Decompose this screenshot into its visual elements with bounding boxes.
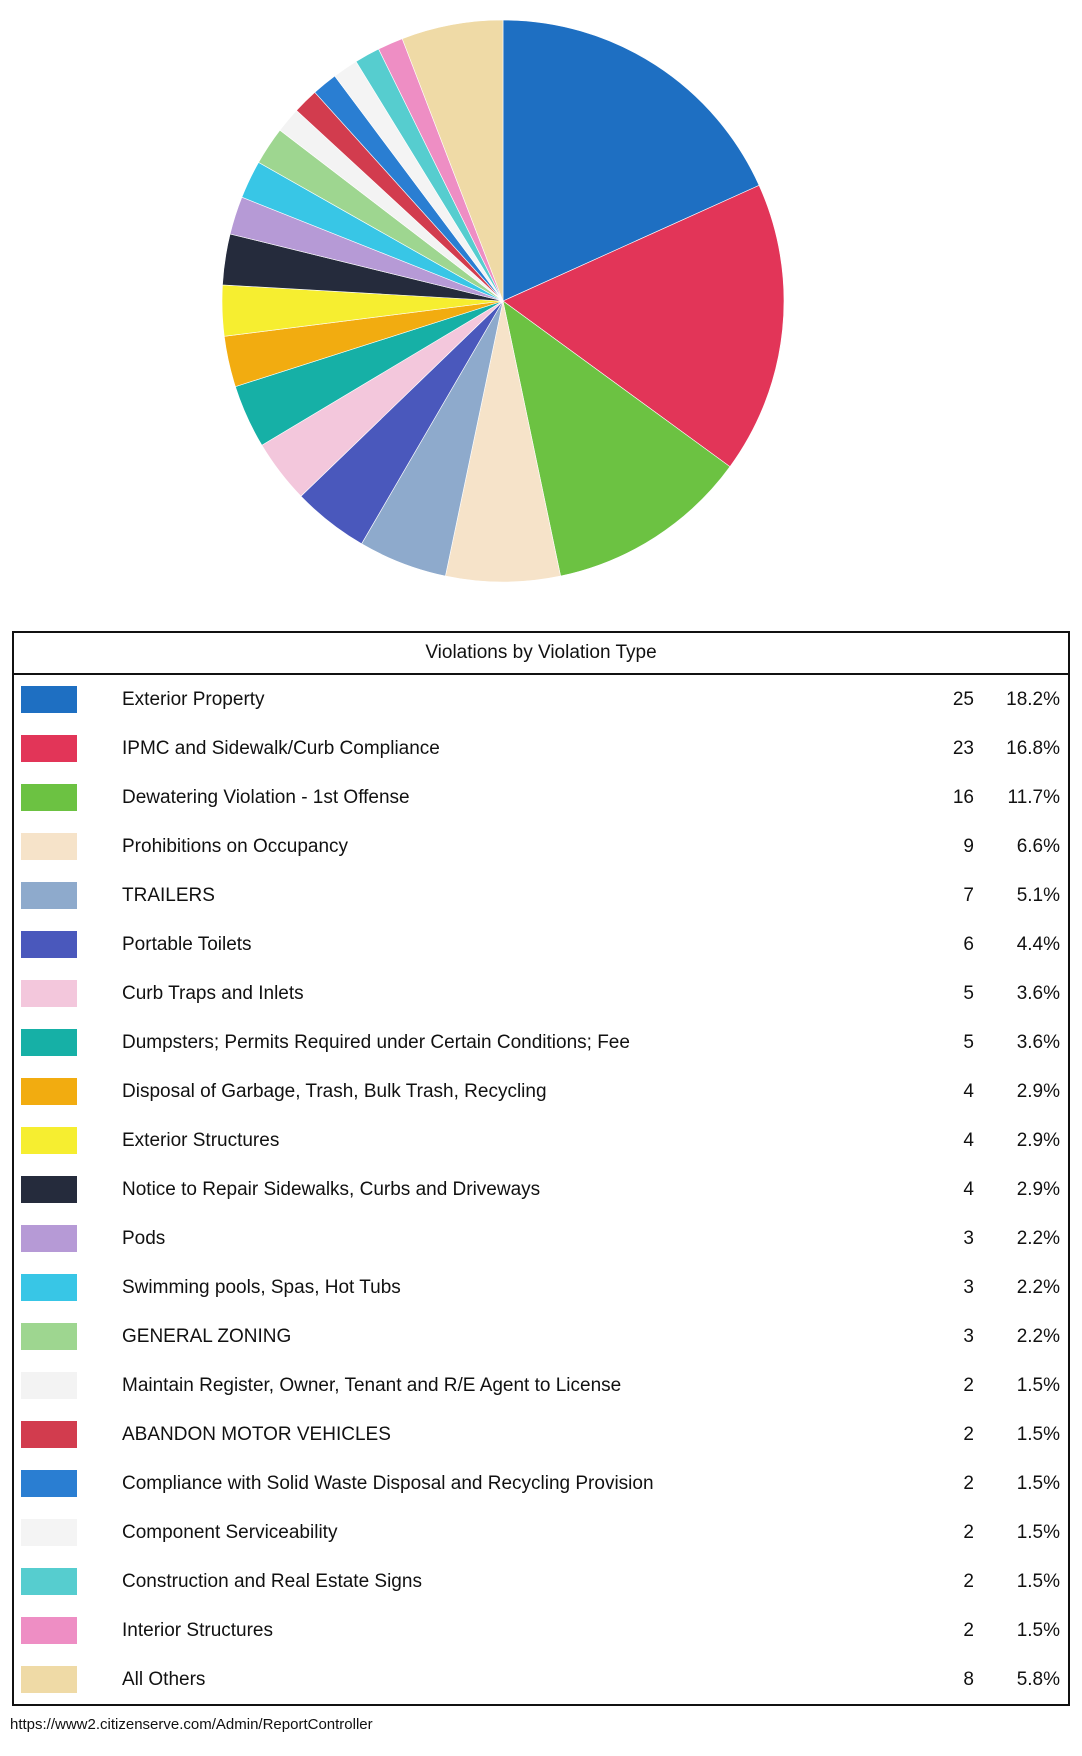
legend-percent: 16.8% (1006, 737, 1060, 759)
legend-count: 2 (963, 1521, 974, 1543)
legend-label: Pods (122, 1227, 166, 1249)
legend-label: Interior Structures (122, 1619, 273, 1641)
legend-row (14, 1557, 1068, 1606)
legend-label: Swimming pools, Spas, Hot Tubs (122, 1276, 401, 1298)
legend-percent: 1.5% (1016, 1423, 1060, 1445)
legend-label: Maintain Register, Owner, Tenant and R/E Agent to License (122, 1374, 622, 1396)
legend-percent: 3.6% (1016, 982, 1060, 1004)
legend-label: Notice to Repair Sidewalks, Curbs and Driveways (122, 1178, 541, 1200)
legend-percent: 4.4% (1016, 933, 1060, 955)
legend-row (14, 1263, 1068, 1312)
legend-percent: 2.9% (1016, 1178, 1060, 1200)
legend-swatch (21, 1225, 77, 1252)
legend-count: 25 (952, 688, 974, 710)
legend-row (14, 773, 1068, 822)
legend-label: IPMC and Sidewalk/Curb Compliance (122, 737, 440, 759)
legend-count: 7 (963, 884, 974, 906)
legend-percent: 11.7% (1007, 786, 1060, 808)
legend-count: 8 (963, 1668, 974, 1690)
legend-label: GENERAL ZONING (122, 1325, 292, 1347)
legend-table (12, 631, 1070, 1706)
legend-count: 2 (963, 1570, 974, 1592)
legend-swatch (21, 833, 77, 860)
legend-label: Curb Traps and Inlets (122, 982, 304, 1004)
legend-count: 2 (963, 1619, 974, 1641)
footer-url: https://www2.citizenserve.com/Admin/ReportController (10, 1716, 373, 1733)
chart-title: Violations by Violation Type (14, 633, 1068, 675)
legend-swatch (21, 882, 77, 909)
legend-label: Construction and Real Estate Signs (122, 1570, 422, 1592)
legend-row (14, 1459, 1068, 1508)
legend-row (14, 1214, 1068, 1263)
legend-percent: 1.5% (1016, 1570, 1060, 1592)
legend-percent: 5.8% (1016, 1668, 1060, 1690)
legend-swatch (21, 1127, 77, 1154)
legend-swatch (21, 1029, 77, 1056)
legend-count: 4 (963, 1080, 974, 1102)
legend-count: 5 (963, 1031, 974, 1053)
legend-row (14, 1508, 1068, 1557)
legend-percent: 2.2% (1016, 1325, 1060, 1347)
legend-count: 9 (963, 835, 974, 857)
legend-count: 6 (963, 933, 974, 955)
legend-swatch (21, 931, 77, 958)
legend-row (14, 1018, 1068, 1067)
legend-swatch (21, 1078, 77, 1105)
legend-percent: 5.1% (1016, 884, 1060, 906)
legend-label: All Others (122, 1668, 206, 1690)
legend-swatch (21, 686, 77, 713)
legend-swatch (21, 1372, 77, 1399)
legend-swatch (21, 1470, 77, 1497)
legend-swatch (21, 1519, 77, 1546)
legend-row (14, 871, 1068, 920)
legend-count: 2 (963, 1472, 974, 1494)
legend-percent: 1.5% (1016, 1521, 1060, 1543)
pie-chart (0, 0, 1082, 600)
legend-label: Exterior Structures (122, 1129, 280, 1151)
legend-label: Dumpsters; Permits Required under Certain Conditions; Fee (122, 1031, 630, 1053)
legend-swatch (21, 1666, 77, 1693)
legend-label: Disposal of Garbage, Trash, Bulk Trash, Recycling (122, 1080, 547, 1102)
legend-row (14, 1116, 1068, 1165)
legend-count: 2 (963, 1423, 974, 1445)
legend-count: 23 (952, 737, 974, 759)
legend-row (14, 1655, 1068, 1704)
legend-row (14, 822, 1068, 871)
legend-row (14, 675, 1068, 724)
legend-count: 4 (963, 1178, 974, 1200)
legend-percent: 1.5% (1016, 1374, 1060, 1396)
legend-percent: 2.9% (1016, 1080, 1060, 1102)
legend-percent: 2.2% (1016, 1276, 1060, 1298)
legend-label: Exterior Property (122, 688, 265, 710)
legend-percent: 3.6% (1016, 1031, 1060, 1053)
legend-count: 3 (963, 1325, 974, 1347)
legend-count: 5 (963, 982, 974, 1004)
legend-row (14, 1067, 1068, 1116)
legend-row (14, 1410, 1068, 1459)
legend-count: 16 (952, 786, 974, 808)
legend-percent: 1.5% (1016, 1619, 1060, 1641)
legend-swatch (21, 1323, 77, 1350)
legend-row (14, 1606, 1068, 1655)
legend-percent: 1.5% (1016, 1472, 1060, 1494)
legend-percent: 6.6% (1016, 835, 1060, 857)
legend-swatch (21, 1421, 77, 1448)
legend-percent: 2.9% (1016, 1129, 1060, 1151)
legend-swatch (21, 1568, 77, 1595)
legend-swatch (21, 980, 77, 1007)
legend-label: Portable Toilets (122, 933, 252, 955)
legend-count: 2 (963, 1374, 974, 1396)
legend-row (14, 724, 1068, 773)
legend-swatch (21, 784, 77, 811)
legend-swatch (21, 1274, 77, 1301)
legend-swatch (21, 1617, 77, 1644)
legend-row (14, 969, 1068, 1018)
legend-count: 4 (963, 1129, 974, 1151)
legend-count: 3 (963, 1227, 974, 1249)
legend-row (14, 1165, 1068, 1214)
legend-swatch (21, 735, 77, 762)
legend-percent: 18.2% (1006, 688, 1060, 710)
legend-label: ABANDON MOTOR VEHICLES (122, 1423, 391, 1445)
legend-count: 3 (963, 1276, 974, 1298)
legend-swatch (21, 1176, 77, 1203)
legend-label: Prohibitions on Occupancy (122, 835, 349, 857)
legend-row (14, 1312, 1068, 1361)
legend-label: Component Serviceability (122, 1521, 338, 1543)
legend-percent: 2.2% (1016, 1227, 1060, 1249)
legend-row (14, 1361, 1068, 1410)
legend-label: TRAILERS (122, 884, 215, 906)
legend-label: Compliance with Solid Waste Disposal and Recycling Provision (122, 1472, 654, 1494)
legend-row (14, 920, 1068, 969)
legend-label: Dewatering Violation - 1st Offense (122, 786, 410, 808)
